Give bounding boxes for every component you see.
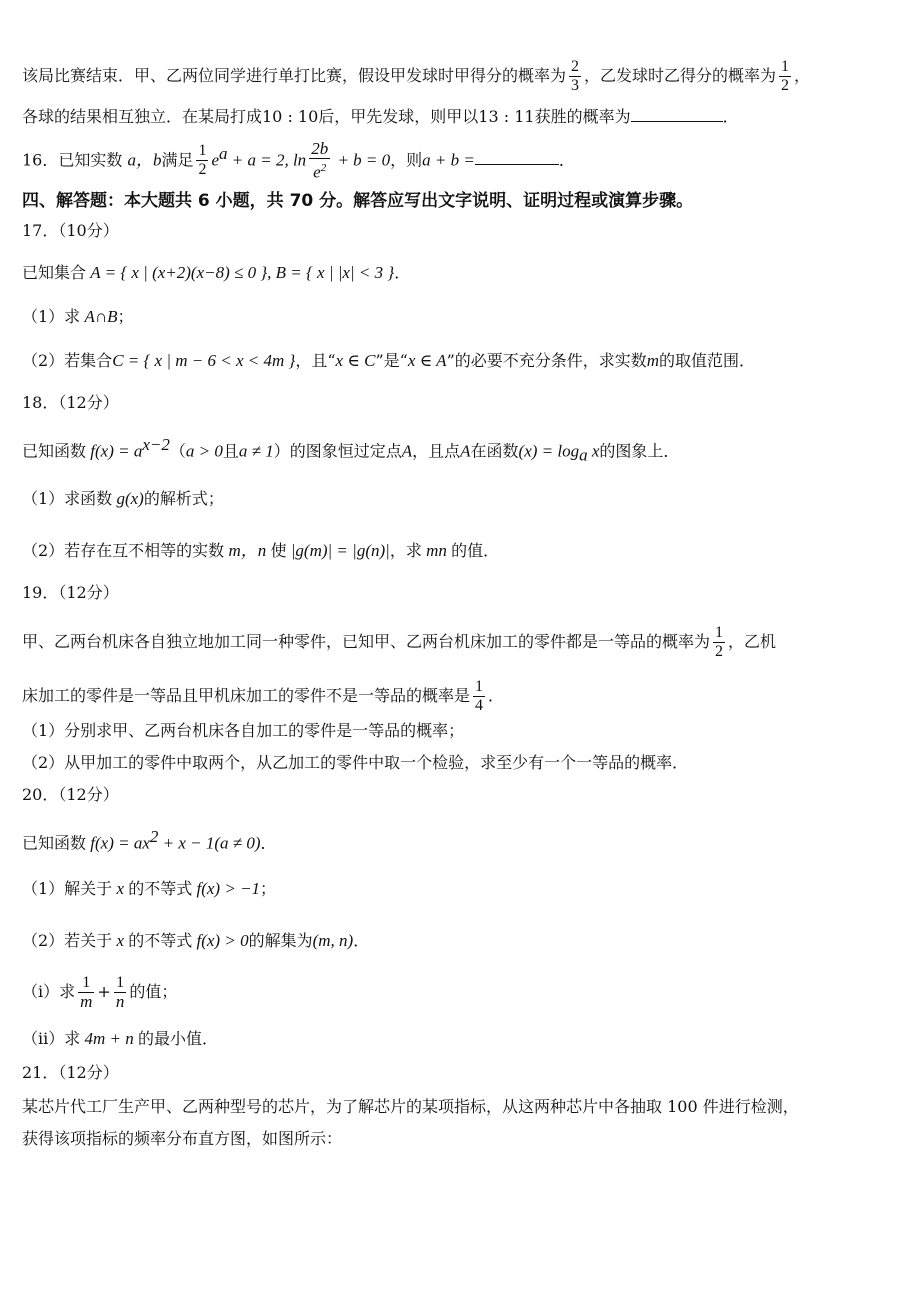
- q20-part2: （2）若关于 x 的不等式 f(x) > 0的解集为(m, n)．: [22, 931, 370, 950]
- q15-line2: 各球的结果相互独立．在某局打成10 : 10后，甲先发球，则甲以13 : 11获胜的概率为 ．: [22, 107, 739, 126]
- fraction-2b-over-e2: $\frac{2b}{e^2}$: [311, 139, 329, 182]
- q21-line2: 获得该项指标的频率分布直方图，如图所示：: [22, 1129, 343, 1148]
- q16-line: 16．已知实数 a，b满足 $\frac{1}{2}$ $e^a + a = 2$, ln $\frac{2b}{e^2}$ + b = 0，则a + b = ．: [22, 139, 575, 182]
- answer-blank-q16: [475, 150, 559, 165]
- q19-heading: 19．（12分）: [22, 583, 119, 602]
- fraction-one-half: $\frac{1}{2}$: [781, 58, 790, 94]
- fraction-one-over-m: $\frac{1}{m}$: [80, 974, 93, 1011]
- fraction-two-thirds: $\frac{2}{3}$: [571, 58, 580, 94]
- section-heading: 四、解答题：本大题共 6 小题，共 70 分。解答应写出文字说明、证明过程或演算步骤。: [22, 191, 694, 211]
- fraction-one-over-n: $\frac{1}{n}$: [115, 974, 125, 1011]
- q17-stem: 已知集合 A = { x | (x+2)(x−8) ≤ 0 }, B = { x | |x| < 3 }．: [22, 263, 411, 282]
- q18-part1: （1）求函数 g(x)的解析式；: [22, 489, 224, 508]
- q19-line1: 甲、乙两台机床各自独立地加工同一种零件，已知甲、乙两台机床加工的零件都是一等品的概率为 $\frac{1}{2}$ ，乙机: [22, 624, 777, 660]
- q19-part1: （1）分别求甲、乙两台机床各自加工的零件是一等品的概率；: [22, 721, 465, 740]
- q20-stem: 已知函数 $f(x) = ax^2 + x - 1(a \ne 0)$．: [22, 827, 277, 853]
- q17-part2: （2）若集合C = { x | m − 6 < x < 4m }，且“x ∈ C”是“x ∈ A”的必要不充分条件，求实数m的取值范围．: [22, 351, 756, 370]
- q21-heading: 21．（12分）: [22, 1063, 119, 1082]
- q21-line1: 某芯片代工厂生产甲、乙两种型号的芯片，为了解芯片的某项指标，从这两种芯片中各抽取 100 件进行检测，: [22, 1097, 799, 1116]
- q20-part1: （1）解关于 x 的不等式 f(x) > −1；: [22, 879, 277, 898]
- answer-blank-q15: [631, 107, 723, 122]
- q20-heading: 20．（12分）: [22, 785, 119, 804]
- fraction-one-half: $\frac{1}{2}$: [715, 624, 724, 660]
- q18-heading: 18．（12分）: [22, 393, 119, 412]
- q19-part2: （2）从甲加工的零件中取两个，从乙加工的零件中取一个检验，求至少有一个一等品的概率．: [22, 753, 689, 772]
- fraction-one-half: $\frac{1}{2}$: [198, 142, 207, 179]
- q20-part2-ii: （ii）求 4m + n 的最小值．: [22, 1029, 219, 1048]
- q18-stem: 已知函数 $f(x) = a^{x-2}(a > 0$且a ≠ 1）的图象恒过定点A，且点A在函数$(x) = \log_a x$的图象上．: [22, 435, 680, 465]
- q20-part2-i: （i）求 $\frac{1}{m}$ + $\frac{1}{n}$ 的值；: [22, 974, 178, 1011]
- q17-heading: 17．（10分）: [22, 221, 119, 240]
- q15-line1: 该局比赛结束．甲、乙两位同学进行单打比赛，假设甲发球时甲得分的概率为 $\frac{2}{3}$ ，乙发球时乙得分的概率为 $\frac{1}{2}$ ，: [22, 58, 811, 94]
- q18-part2: （2）若存在互不相等的实数 m，n 使 |g(m)| = |g(n)|，求 mn 的值．: [22, 541, 500, 560]
- fraction-one-quarter: $\frac{1}{4}$: [475, 678, 484, 714]
- q17-part1: （1）求 A∩B；: [22, 307, 134, 326]
- q19-line2: 床加工的零件是一等品且甲机床加工的零件不是一等品的概率是 $\frac{1}{4}$ ．: [22, 678, 505, 714]
